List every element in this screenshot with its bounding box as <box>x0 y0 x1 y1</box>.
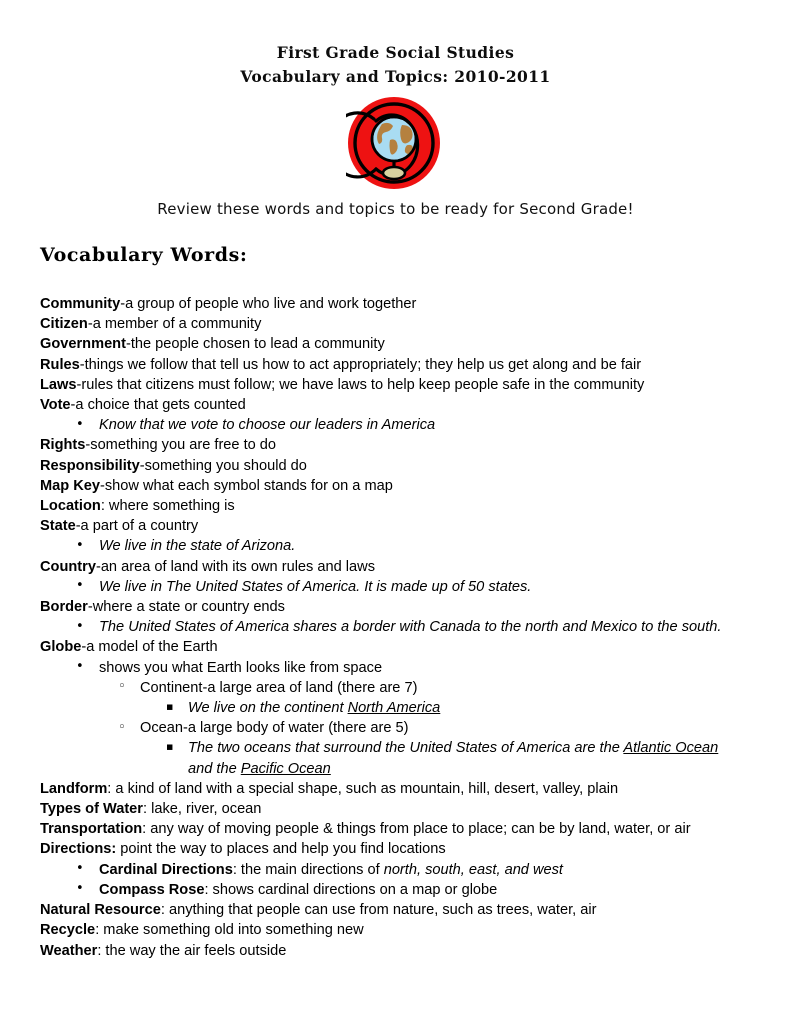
globe-base <box>383 167 405 179</box>
vocabulary-term: Country <box>40 558 96 575</box>
document-subtitle: Vocabulary and Topics: 2010-2011 <box>240 67 551 86</box>
list-item-text: The two oceans that surround the United States of America are the Atlantic Ocean and the Pacific Ocean <box>188 740 719 777</box>
vocabulary-definition: -the people chosen to lead a community <box>125 336 385 353</box>
vocabulary-term: Community <box>40 296 121 312</box>
list-item <box>40 718 745 738</box>
vocabulary-entry <box>40 476 745 496</box>
vocabulary-definition: : lake, river, ocean <box>142 801 262 818</box>
vocabulary-entry <box>40 294 745 314</box>
list-item-text: We live in the state of Arizona. <box>99 538 296 555</box>
vocabulary-definition: -rules that citizens must follow; we have laws to help keep people safe in the community <box>76 376 645 393</box>
vocabulary-entry <box>40 395 745 415</box>
vocabulary-definition: point the way to places and help you find locations <box>116 841 446 858</box>
vocabulary-term: Vote <box>40 397 71 414</box>
list-bullet-icon: • <box>76 881 84 897</box>
list-bullet-icon: ◦ <box>118 679 126 695</box>
vocabulary-definition: : where something is <box>100 498 235 515</box>
vocabulary-entry <box>40 637 745 657</box>
vocabulary-entry <box>40 516 745 536</box>
list-item-text: Continent-a large area of land (there are 7) <box>140 679 418 696</box>
list-item-term: Cardinal Directions <box>99 861 233 878</box>
vocabulary-entry <box>40 799 745 819</box>
vocabulary-term: Transportation <box>40 821 143 838</box>
vocabulary-term: Laws <box>40 376 77 393</box>
vocabulary-term: Rules <box>40 356 80 373</box>
vocabulary-term: Location <box>40 498 101 515</box>
vocabulary-term: Natural Resource <box>40 902 161 919</box>
document-header <box>0 0 791 88</box>
vocabulary-term: Landform <box>40 780 108 797</box>
list-item-text: Know that we vote to choose our leaders in America <box>99 417 436 434</box>
vocabulary-term: Government <box>40 336 126 353</box>
vocabulary-entry <box>40 819 745 839</box>
list-bullet-icon: • <box>76 537 84 553</box>
vocabulary-term: Globe <box>40 639 82 656</box>
list-item <box>40 536 745 556</box>
vocabulary-term: Directions: <box>40 841 117 858</box>
vocabulary-entry <box>40 355 745 375</box>
underlined-term: Pacific Ocean <box>240 760 331 777</box>
vocabulary-term: Responsibility <box>40 457 140 474</box>
vocabulary-definition: -something you are free to do <box>85 437 277 454</box>
vocabulary-definition: -show what each symbol stands for on a map <box>100 477 393 494</box>
list-item-text: Ocean-a large body of water (there are 5) <box>140 720 409 737</box>
list-item <box>40 880 745 900</box>
vocabulary-entry <box>40 900 745 920</box>
list-item <box>40 678 745 698</box>
vocabulary-definition: -something you should do <box>139 457 307 474</box>
list-item <box>40 658 745 678</box>
vocabulary-definition: -a group of people who live and work together <box>120 296 417 312</box>
list-item <box>40 577 745 597</box>
vocabulary-entry <box>40 920 745 940</box>
vocabulary-entry <box>40 779 745 799</box>
list-item-text: The United States of America shares a border with Canada to the north and Mexico to the south. <box>99 619 722 636</box>
vocabulary-definition: -a choice that gets counted <box>70 397 246 414</box>
vocabulary-definition: -where a state or country ends <box>87 599 285 616</box>
vocabulary-term: Weather <box>40 942 98 959</box>
list-item-emphasis: north, south, east, and west <box>383 861 563 878</box>
vocabulary-definition: -a part of a country <box>75 518 199 535</box>
list-item <box>40 698 745 718</box>
list-bullet-icon: ◦ <box>118 719 126 735</box>
vocabulary-definition: -a member of a community <box>87 316 262 333</box>
vocabulary-entry <box>40 557 745 577</box>
underlined-term: North America <box>347 700 441 717</box>
list-item-term: Compass Rose <box>99 881 205 898</box>
list-bullet-icon: • <box>76 618 84 634</box>
vocabulary-definition: : a kind of land with a special shape, such as mountain, hill, desert, valley, plain <box>107 780 619 797</box>
list-bullet-icon: • <box>76 659 84 675</box>
vocabulary-term: Recycle <box>40 922 96 939</box>
vocabulary-entry <box>40 941 745 961</box>
vocabulary-entry <box>40 314 745 334</box>
list-bullet-icon: ▪ <box>166 740 174 754</box>
vocabulary-entry <box>40 496 745 516</box>
list-item-text: : the main directions of <box>232 861 384 878</box>
vocabulary-term: Rights <box>40 437 86 454</box>
globe-icon <box>346 97 446 193</box>
list-item-text: We live on the continent North America <box>188 700 441 717</box>
list-item <box>40 738 745 778</box>
vocabulary-entry <box>40 456 745 476</box>
list-item <box>40 860 745 880</box>
vocabulary-entry <box>40 435 745 455</box>
vocabulary-term: State <box>40 518 76 535</box>
vocabulary-entry <box>40 334 745 354</box>
list-item <box>40 415 745 435</box>
globe-image-container <box>0 97 791 193</box>
list-item-text: : shows cardinal directions on a map or globe <box>204 881 498 898</box>
vocabulary-term: Map Key <box>40 477 101 494</box>
list-item-text: shows you what Earth looks like from space <box>99 659 383 676</box>
list-bullet-icon: • <box>76 861 84 877</box>
vocabulary-list <box>0 294 791 961</box>
vocabulary-entry <box>40 375 745 395</box>
list-item-text: We live in The United States of America. It is made up of 50 states. <box>99 578 532 595</box>
vocabulary-term: Border <box>40 599 88 616</box>
list-bullet-icon: ▪ <box>166 700 174 714</box>
vocabulary-definition: : the way the air feels outside <box>97 942 287 959</box>
vocabulary-term: Types of Water <box>40 801 143 818</box>
list-item <box>40 617 745 637</box>
vocabulary-definition: : any way of moving people & things from place to place; can be by land, water, or air <box>142 821 691 838</box>
vocabulary-entry <box>40 597 745 617</box>
section-heading-vocabulary: Vocabulary Words: <box>40 244 248 266</box>
list-bullet-icon: • <box>76 578 84 594</box>
vocabulary-definition: : anything that people can use from nature, such as trees, water, air <box>160 902 597 919</box>
vocabulary-entry <box>40 839 745 859</box>
vocabulary-term: Citizen <box>40 316 88 333</box>
vocabulary-definition: -a model of the Earth <box>81 639 218 656</box>
vocabulary-definition: -an area of land with its own rules and laws <box>95 558 376 575</box>
vocabulary-definition: : make something old into something new <box>95 922 364 939</box>
vocabulary-definition: -things we follow that tell us how to act appropriately; they help us get along and be fair <box>79 356 642 373</box>
underlined-term: Atlantic Ocean <box>623 740 719 757</box>
review-instruction: Review these words and topics to be ready for Second Grade! <box>157 200 634 218</box>
document-title: First Grade Social Studies <box>276 43 515 62</box>
list-bullet-icon: • <box>76 416 84 432</box>
